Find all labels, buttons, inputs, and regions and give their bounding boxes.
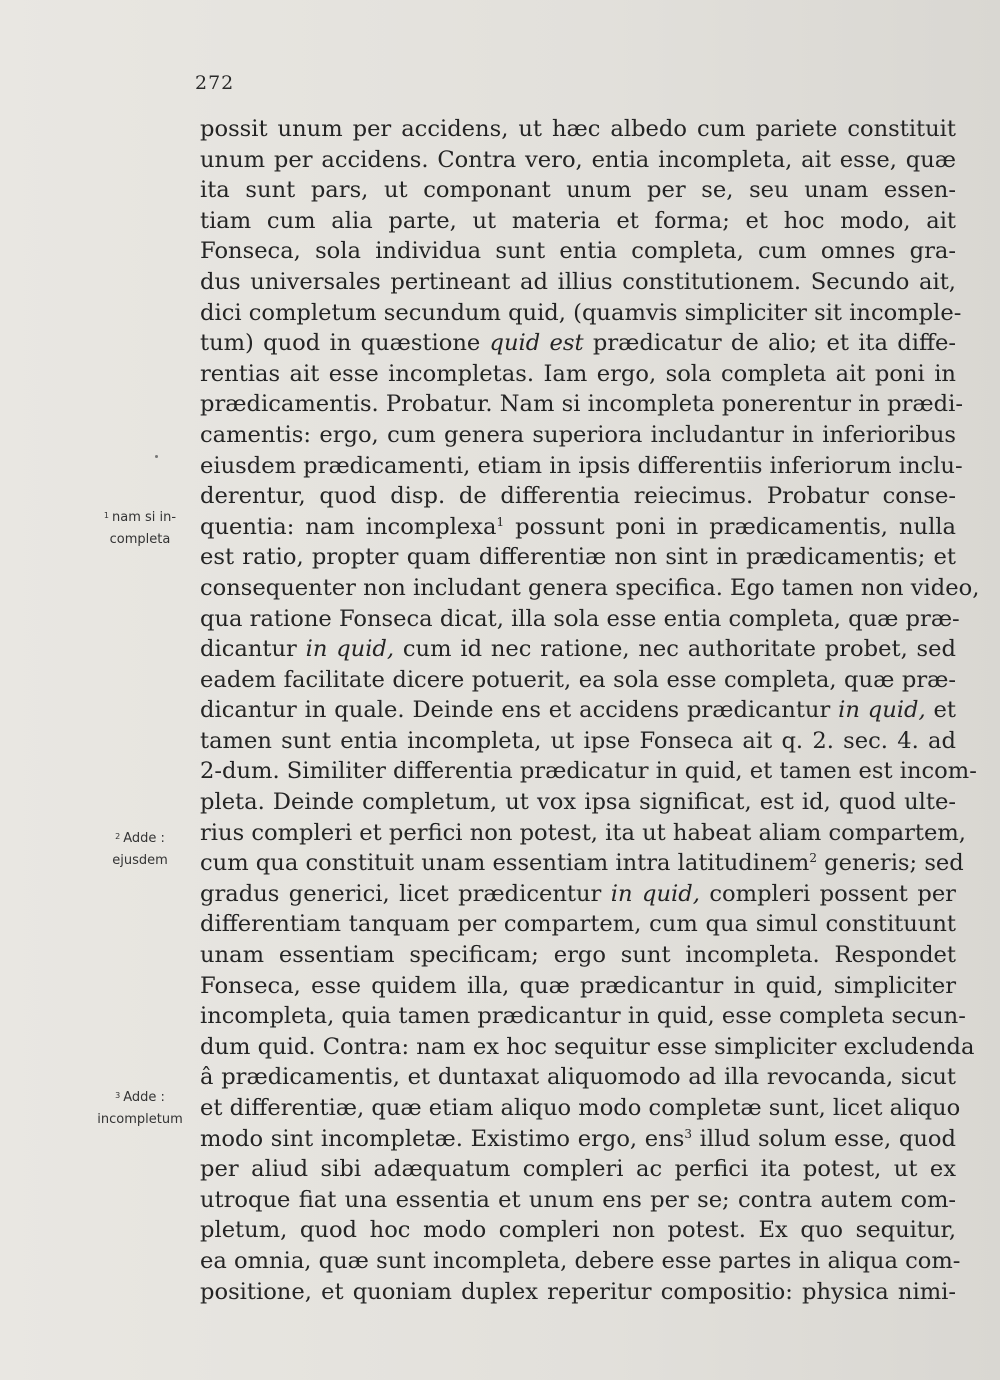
margin-note-text: nam si in- [112,510,177,525]
text-line: qua ratione Fonseca dicat, illa sola esse entia completa, quæ præ- [200,605,960,632]
margin-note-text: Adde : [123,831,165,846]
margin-note-marker: 2 [115,832,121,841]
text-line: tiam cum alia parte, ut materia et forma; et hoc modo, ait [200,207,956,234]
text-line: eadem facilitate dicere potuerit, ea sola esse completa, quæ præ- [200,666,956,693]
text-line: gradus generici, licet prædicentur in quid, compleri possent per [200,880,956,907]
text-line: pleta. Deinde completum, ut vox ipsa significat, est id, quod ulte- [200,789,956,816]
text-line: consequenter non includant genera specifica. Ego tamen non video, [200,574,980,601]
footnote-marker: 2 [809,851,817,866]
text-line: utroque fiat una essentia et unum ens per se; contra autem com- [200,1186,956,1213]
text-line: quentia: nam incomplexa$^1$ possunt poni in prædicamentis, nulla [200,513,956,540]
text-line: modo sint incompletæ. Existimo ergo, ens$^3$ illud solum esse, quod [200,1125,957,1152]
text-line: rentias ait esse incompletas. Iam ergo, sola completa ait poni in [200,360,956,387]
text-line: ea omnia, quæ sunt incompleta, debere esse partes in aliqua com- [200,1247,961,1274]
margin-note-marker: 1 [103,511,110,520]
text-line: dus universales pertineant ad illius constitutionem. Secundo ait, [200,268,956,295]
text-line: positione, et quoniam duplex reperitur compositio: physica nimi- [200,1278,956,1305]
text-line: et differentiæ, quæ etiam aliquo modo completæ sunt, licet aliquo [200,1095,961,1121]
footnote-marker: 1 [496,514,505,529]
text-line: dici completum secundum quid, (quamvis simpliciter sit incomple- [200,299,962,326]
text-line: prædicamentis. Probatur. Nam si incompleta ponerentur in prædi- [200,391,963,418]
margin-note-line: ejusdem [112,853,168,868]
text-line: Fonseca, esse quidem illa, quæ prædicantur in quid, simpliciter [200,972,956,999]
margin-note-3 [86,1085,194,1131]
text-line: â prædicamentis, et duntaxat aliquomodo ad illa revocanda, sicut [200,1064,956,1091]
text-line: ita sunt pars, ut componant unum per se, seu unam essen- [200,177,956,204]
footnote-marker: 3 [684,1126,692,1141]
text-line: dicantur in quale. Deinde ens et accidens prædicantur in quid, et [200,697,956,724]
text-line: cum qua constituit unam essentiam intra latitudinem$^2$ generis; sed [200,850,964,877]
text-line: differentiam tanquam per compartem, cum qua simul constituunt [200,911,956,938]
text-line: pletum, quod hoc modo compleri non potest. Ex quo sequitur, [200,1217,956,1244]
text-line: possit unum per accidens, ut hæc albedo cum pariete constituit [200,116,956,142]
margin-note-line [90,505,190,529]
margin-note-line [90,826,190,850]
text-line: dum quid. Contra: nam ex hoc sequitur esse simpliciter excludenda [200,1033,975,1060]
text-line: est ratio, propter quam differentiæ non sint in prædicamentis; et [200,544,956,571]
text-line: 2-dum. Similiter differentia prædicatur in quid, et tamen est incom- [200,758,977,785]
text-line: Fonseca, sola individua sunt entia completa, cum omnes gra- [200,238,956,265]
text-line: camentis: ergo, cum genera superiora includantur in inferioribus [200,421,956,448]
text-line: rius compleri et perfici non potest, ita ut habeat aliam compartem, [200,819,966,846]
text-line: incompleta, quia tamen prædicantur in quid, esse completa secun- [200,1003,966,1030]
margin-note-marker: 3 [115,1091,121,1100]
text-line: tum) quod in quæstione quid est prædicatur de alio; et ita diffe- [200,330,956,357]
text-line: derentur, quod disp. de differentia reiecimus. Probatur conse- [200,483,956,510]
margin-note-line: completa [109,532,171,547]
margin-note-line: incompletum [97,1112,183,1127]
margin-note-2 [90,826,190,872]
text-line: per aliud sibi adæquatum compleri ac perfici ita potest, ut ex [200,1156,956,1183]
margin-note-text: Adde : [123,1090,165,1105]
paper-speck [155,455,158,458]
text-line: dicantur in quid, cum id nec ratione, nec authoritate probet, sed [200,636,956,663]
text-line: eiusdem prædicamenti, etiam in ipsis differentiis inferiorum inclu- [200,452,963,479]
text-line: unam essentiam specificam; ergo sunt incompleta. Respondet [200,942,956,969]
text-line: unum per accidens. Contra vero, entia incompleta, ait esse, quæ [200,146,956,173]
page-number: 272 [195,72,235,94]
text-line: tamen sunt entia incompleta, ut ipse Fonseca ait q. 2. sec. 4. ad [200,727,956,754]
margin-note-line [86,1085,194,1109]
body-text [200,114,980,1307]
margin-note-1 [90,505,190,551]
